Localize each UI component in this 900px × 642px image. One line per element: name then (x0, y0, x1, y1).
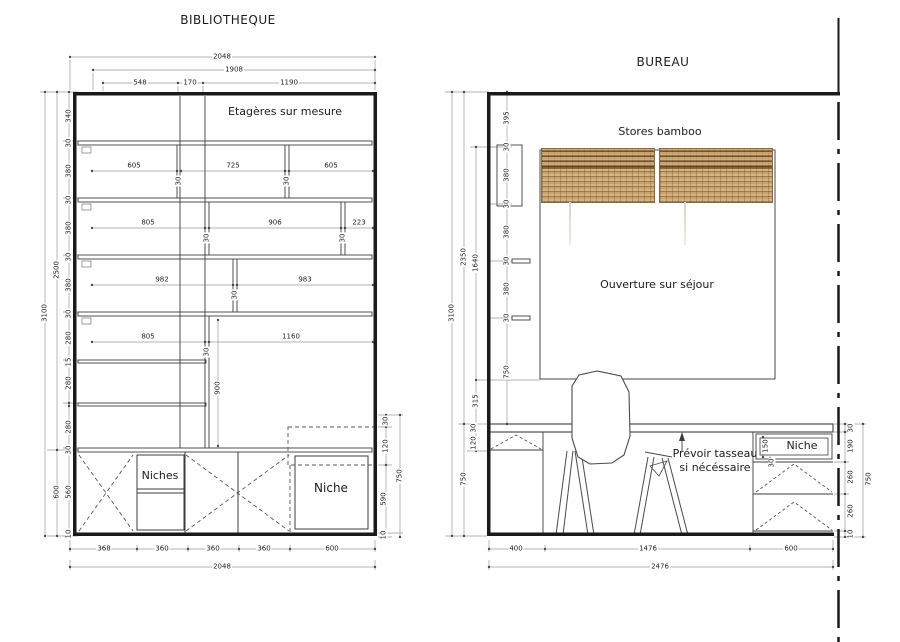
dimension-label: 805 (141, 218, 155, 227)
bibliotheque-shelving (78, 96, 372, 452)
dimension-label: 3100 (447, 304, 456, 322)
note-tasseau-line1: Prévoir tasseau (672, 447, 758, 460)
dimension-label: 280 (64, 331, 73, 345)
dimension-label: 380 (64, 164, 73, 178)
bamboo-blind-left (541, 148, 655, 203)
dimension-label: 30 (64, 195, 73, 205)
dimension-label: 360 (206, 544, 220, 553)
note-tasseau-line2: si nécéssaire (679, 461, 751, 475)
dimension-label: 590 (379, 492, 388, 506)
dimension-label: 120 (381, 439, 390, 453)
bureau-dimension-ticks (452, 92, 863, 567)
dimension-label: 2350 (459, 248, 468, 266)
dimension-label: 30 (767, 458, 776, 468)
dimension-label: 30 (202, 233, 211, 243)
bibliotheque-walls (75, 94, 376, 535)
dimension-label: 605 (324, 161, 338, 170)
label-etageres-sur-mesure: Etagères sur mesure (228, 105, 342, 118)
dimension-label: 30 (64, 445, 73, 455)
dimension-label: 605 (127, 161, 141, 170)
dimension-label: 10 (846, 529, 855, 539)
title-bureau: BUREAU (636, 55, 690, 69)
dimension-label: 368 (97, 544, 111, 553)
dimension-label: 170 (183, 78, 197, 87)
dimension-label: 30 (174, 176, 183, 186)
dimension-label: 982 (155, 275, 169, 284)
dimension-label: 3100 (40, 304, 49, 322)
label-niche-bureau: Niche (786, 439, 818, 452)
dimension-label: 30 (846, 423, 855, 433)
dimension-label: 2476 (651, 562, 669, 571)
dimension-label: 190 (846, 439, 855, 453)
dimension-label: 750 (864, 472, 873, 486)
dimension-label: 223 (352, 218, 366, 227)
dimension-label: 30 (502, 199, 511, 209)
dimension-label: 750 (395, 469, 404, 483)
dimension-label: 750 (502, 365, 511, 379)
dimension-label: 395 (502, 111, 511, 125)
dimension-label: 340 (64, 109, 73, 123)
label-niche-bibliotheque: Niche (314, 481, 348, 495)
dimension-label: 280 (64, 376, 73, 390)
dimension-label: 120 (469, 436, 478, 450)
bibliotheque-cabinets (79, 427, 374, 533)
dimension-label: 30 (64, 252, 73, 262)
dimension-label: 15 (64, 357, 73, 367)
dimension-label: 30 (64, 309, 73, 319)
dimension-label: 10 (379, 530, 388, 540)
dimension-label: 30 (202, 347, 211, 357)
bureau-dimension-lines (445, 92, 866, 570)
dimension-label: 260 (846, 470, 855, 484)
dimension-label: 906 (268, 218, 282, 227)
dimension-label: 600 (52, 485, 61, 499)
dimension-label: 600 (325, 544, 339, 553)
dimension-label: 30 (64, 138, 73, 148)
dimension-label: 560 (64, 485, 73, 499)
dimension-label: 260 (846, 504, 855, 518)
dimension-label: 750 (459, 472, 468, 486)
label-stores-bamboo: Stores bamboo (618, 125, 702, 138)
dimension-label: 548 (133, 78, 147, 87)
dimension-label: 1160 (282, 332, 300, 341)
dimension-label: 360 (257, 544, 271, 553)
dimension-label: 30 (502, 313, 511, 323)
dimension-label: 1640 (471, 254, 480, 272)
dimension-label: 380 (502, 225, 511, 239)
dimension-label: 30 (469, 423, 478, 433)
dimension-label: 900 (213, 381, 222, 395)
dimension-label: 30 (282, 176, 291, 186)
dimension-label: 30 (230, 290, 239, 300)
dimension-label: 380 (502, 282, 511, 296)
bamboo-blind-right (659, 148, 773, 203)
dimension-label: 280 (64, 420, 73, 434)
dimension-label: 150 (761, 439, 770, 453)
dimension-label: 2048 (213, 52, 231, 61)
dimension-label: 30 (502, 142, 511, 152)
dimension-label: 600 (784, 544, 798, 553)
dimension-label: 30 (502, 256, 511, 266)
dimension-label: 1476 (639, 544, 657, 553)
label-niches: Niches (141, 469, 179, 482)
dimension-label: 2500 (52, 261, 61, 279)
dimension-label: 400 (509, 544, 523, 553)
dimension-label: 360 (155, 544, 169, 553)
title-bibliotheque: BIBLIOTHEQUE (180, 13, 276, 27)
dimension-label: 30 (381, 416, 390, 426)
blind-cord-left (569, 202, 571, 245)
dimension-label: 983 (298, 275, 312, 284)
dimension-label: 1908 (225, 65, 243, 74)
dimension-label: 2048 (213, 562, 231, 571)
dimension-label: 725 (226, 161, 240, 170)
dimension-label: 315 (471, 394, 480, 408)
dimension-label: 805 (141, 332, 155, 341)
label-ouverture-sejour: Ouverture sur séjour (600, 278, 714, 291)
dimension-label: 380 (502, 168, 511, 182)
blind-cord-right (684, 202, 686, 245)
dimension-label: 10 (64, 529, 73, 539)
dimension-label: 30 (338, 233, 347, 243)
dimension-label: 1190 (280, 78, 298, 87)
dimension-label: 380 (64, 221, 73, 235)
dimension-label: 380 (64, 278, 73, 292)
